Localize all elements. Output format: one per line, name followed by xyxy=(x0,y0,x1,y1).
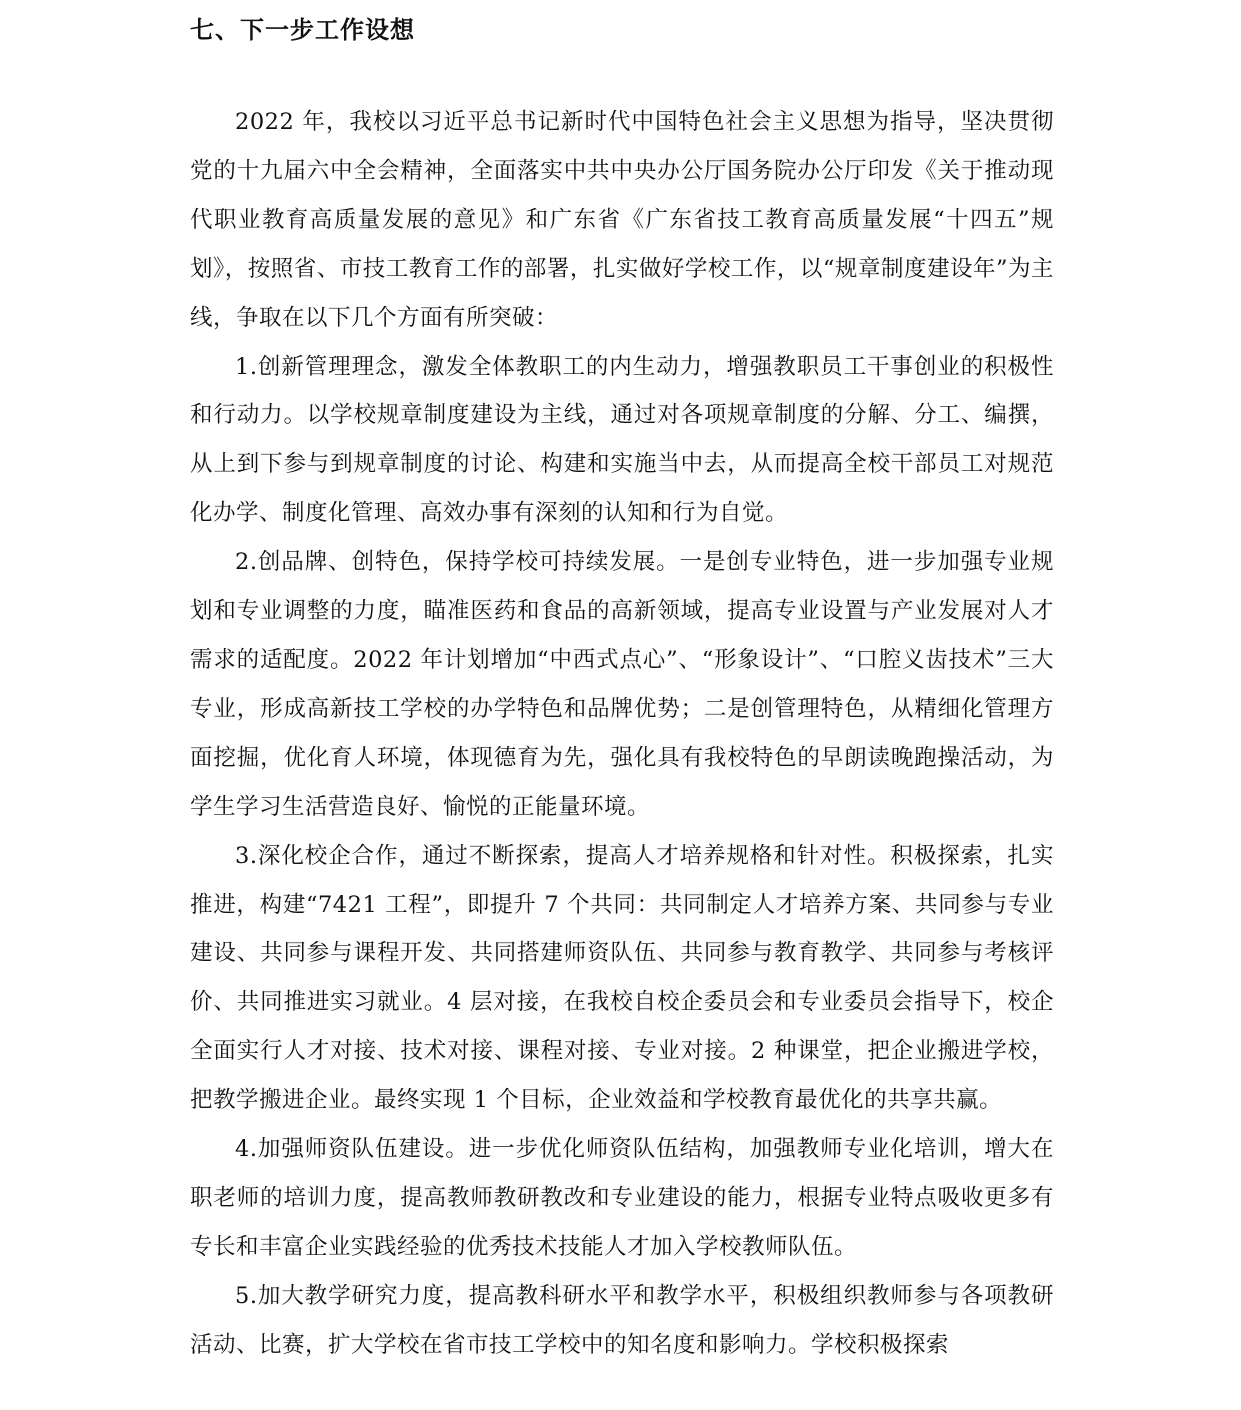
document-page xyxy=(190,0,1054,1370)
section-body xyxy=(190,98,1054,1370)
section-heading: 七、下一步工作设想 xyxy=(190,16,415,44)
paragraph-intro: 2022 年，我校以习近平总书记新时代中国特色社会主义思想为指导，坚决贯彻党的十九届六中全会精神，全面落实中共中央办公厅国务院办公厅印发《关于推动现代职业教育高质量发展的意见》和广东省《广东省技工教育高质量发展“十四五”规划》，按照省、市技工教育工作的部署，扎实做好学校工作，以“规章制度建设年”为主线，争取在以下几个方面有所突破： xyxy=(190,109,1054,331)
paragraph-item-3: 3.深化校企合作，通过不断探索，提高人才培养规格和针对性。积极探索，扎实推进，构建“7421 工程”，即提升 7 个共同：共同制定人才培养方案、共同参与专业建设、共同参与课程开发、共同搭建师资队伍、共同参与教育教学、共同参与考核评价、共同推进实习就业。4 层对接，在我校自校企委员会和专业委员会指导下，校企全面实行人才对接、技术对接、课程对接、专业对接。2 种课堂，把企业搬进学校，把教学搬进企业。最终实现 1 个目标，企业效益和学校教育最优化的共享共赢。 xyxy=(190,842,1054,1114)
paragraph-item-2: 2.创品牌、创特色，保持学校可持续发展。一是创专业特色，进一步加强专业规划和专业调整的力度，瞄准医药和食品的高新领域，提高专业设置与产业发展对人才需求的适配度。2022 年计划增加“中西式点心”、“形象设计”、“口腔义齿技术”三大专业，形成高新技工学校的办学特色和品牌优势；二是创管理特色，从精细化管理方面挖掘，优化育人环境，体现德育为先，强化具有我校特色的早朗读晚跑操活动，为学生学习生活营造良好、愉悦的正能量环境。 xyxy=(190,549,1054,820)
paragraph-item-1: 1.创新管理理念，激发全体教职工的内生动力，增强教职员工干事创业的积极性和行动力。以学校规章制度建设为主线，通过对各项规章制度的分解、分工、编撰，从上到下参与到规章制度的讨论、构建和实施当中去，从而提高全校干部员工对规范化办学、制度化管理、高效办事有深刻的认知和行为自觉。 xyxy=(190,353,1054,527)
paragraph-item-5: 5.加大教学研究力度，提高教科研水平和教学水平，积极组织教师参与各项教研活动、比赛，扩大学校在省市技工学校中的知名度和影响力。学校积极探索 xyxy=(190,1282,1054,1358)
paragraph-item-4: 4.加强师资队伍建设。进一步优化师资队伍结构，加强教师专业化培训，增大在职老师的培训力度，提高教师教研教改和专业建设的能力，根据专业特点吸收更多有专长和丰富企业实践经验的优秀技术技能人才加入学校教师队伍。 xyxy=(190,1136,1054,1260)
